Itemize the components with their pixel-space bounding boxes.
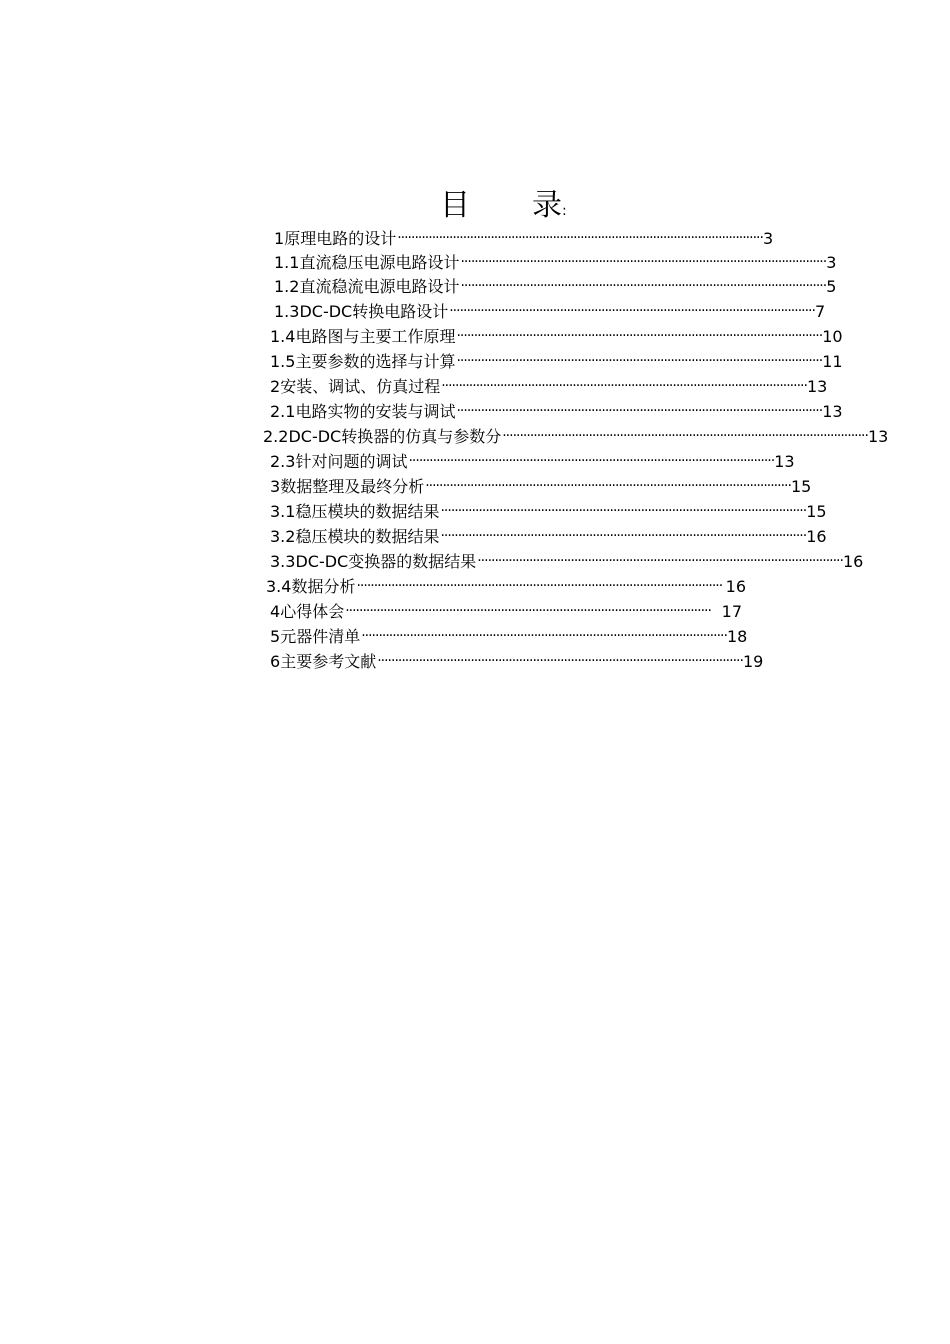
toc-entry-number: 1.4 xyxy=(270,327,296,346)
toc-entry[interactable] xyxy=(270,349,843,374)
toc-entry-leader: ·········································································································· xyxy=(440,503,807,519)
toc-entry-number: 3.4 xyxy=(266,577,292,596)
toc-entry-text: 针对问题的调试 xyxy=(295,452,408,471)
toc-entry-number: 2 xyxy=(270,377,281,396)
toc-entry-page: 7 xyxy=(814,302,826,321)
toc-entry-page: 17 xyxy=(721,602,742,621)
toc-entry[interactable] xyxy=(270,499,827,524)
toc-entry-number: 3.2 xyxy=(270,527,296,546)
toc-entry-page: 15 xyxy=(790,477,812,496)
toc-entry-leader: ·········································································································· xyxy=(456,328,823,344)
toc-entry[interactable] xyxy=(270,599,742,624)
toc-entry-text: 电路实物的安装与调试 xyxy=(295,402,456,421)
toc-title-main: 目 xyxy=(440,188,470,223)
toc-entry-text: 主要参数的选择与计算 xyxy=(295,352,456,371)
toc-entry-leader: ·········································································································· xyxy=(456,353,823,369)
toc-entry-page: 16 xyxy=(842,552,864,571)
toc-entry-text: 直流稳压电源电路设计 xyxy=(299,253,460,272)
toc-entry-text: 稳压模块的数据结果 xyxy=(295,502,440,521)
toc-entry-text: 安装、调试、仿真过程 xyxy=(280,377,441,396)
toc-entry-text: DC-DC转换电路设计 xyxy=(299,302,449,321)
toc-entry[interactable] xyxy=(270,474,812,499)
toc-entry-page: 18 xyxy=(726,627,748,646)
toc-entry-leader: ·········································································································· xyxy=(397,230,763,246)
toc-entry-leader: ·········································································································· xyxy=(477,553,843,569)
toc-entry-leader: ·········································································································· xyxy=(361,628,727,644)
toc-entry-page: 11 xyxy=(822,352,843,371)
toc-entry-page: 19 xyxy=(742,652,764,671)
toc-entry[interactable] xyxy=(274,299,826,324)
toc-entry-number: 4 xyxy=(270,602,281,621)
toc-entry-text: 主要参考文献 xyxy=(280,652,377,671)
toc-entry-page: 16 xyxy=(725,577,746,596)
toc-entry[interactable] xyxy=(270,549,864,574)
toc-entry-number: 1.5 xyxy=(270,352,296,371)
toc-entry-page: 13 xyxy=(867,427,889,446)
toc-entry-leader: ·········································································································· xyxy=(460,278,827,294)
toc-entry-text: 心得体会 xyxy=(280,602,345,621)
toc-entry-text: DC-DC变换器的数据结果 xyxy=(295,552,477,571)
toc-entry[interactable] xyxy=(274,226,774,251)
toc-entry-page: 5 xyxy=(826,277,837,296)
toc-entry-page: 13 xyxy=(822,402,843,421)
toc-entry-text: 数据分析 xyxy=(291,577,356,596)
toc-entry-page: 10 xyxy=(822,327,843,346)
toc-entry-leader: ·········································································································· xyxy=(440,528,807,544)
toc-entry[interactable] xyxy=(266,574,746,599)
toc-entry-text: 数据整理及最终分析 xyxy=(280,477,425,496)
toc-entry-leader: ·········································································································· xyxy=(441,378,807,394)
toc-entry-text: 原理电路的设计 xyxy=(284,229,397,248)
toc-entry-leader: ·········································································································· xyxy=(449,303,815,319)
toc-title-second: 录 xyxy=(532,188,562,223)
toc-entry-number: 2.1 xyxy=(270,402,296,421)
toc-entry[interactable] xyxy=(263,424,889,449)
toc-entry-number: 3.3 xyxy=(270,552,296,571)
toc-entry-number: 1.3 xyxy=(274,302,300,321)
toc-entry[interactable] xyxy=(270,449,795,474)
toc-entry[interactable] xyxy=(274,250,837,275)
toc-entry-number: 5 xyxy=(270,627,281,646)
toc-entry-leader: ·········································································································· xyxy=(356,578,723,594)
toc-entry[interactable] xyxy=(270,624,748,649)
toc-entry-number: 2.2 xyxy=(263,427,289,446)
toc-entry-number: 1.1 xyxy=(274,253,300,272)
toc-entry-leader: ·········································································································· xyxy=(408,453,775,469)
toc-entry-text: 电路图与主要工作原理 xyxy=(295,327,456,346)
toc-entry-text: 稳压模块的数据结果 xyxy=(295,527,440,546)
toc-entry-leader: ·········································································································· xyxy=(345,603,711,619)
toc-entry[interactable] xyxy=(270,399,843,424)
toc-entry[interactable] xyxy=(270,649,764,674)
toc-entry-text: DC-DC转换器的仿真与参数分 xyxy=(288,427,502,446)
toc-entry-leader: ·········································································································· xyxy=(502,428,868,444)
toc-entry-page: 15 xyxy=(806,502,827,521)
toc-entry-number: 3.1 xyxy=(270,502,296,521)
toc-title xyxy=(440,180,567,224)
toc-entry-text: 直流稳流电源电路设计 xyxy=(299,277,460,296)
toc-entry-leader: ·········································································································· xyxy=(456,403,823,419)
toc-entry-page: 13 xyxy=(774,452,795,471)
toc-entry-text: 元器件清单 xyxy=(280,627,361,646)
toc-entry-page: 3 xyxy=(762,229,774,248)
toc-entry-number: 1 xyxy=(274,229,285,248)
toc-entry[interactable] xyxy=(270,374,828,399)
toc-entry-page: 3 xyxy=(826,253,837,272)
toc-entry-number: 6 xyxy=(270,652,281,671)
toc-entry-number: 1.2 xyxy=(274,277,300,296)
toc-entry[interactable] xyxy=(274,274,837,299)
toc-entry[interactable] xyxy=(270,324,843,349)
toc-entry-page: 13 xyxy=(806,377,828,396)
toc-entry-page: 16 xyxy=(806,527,827,546)
toc-entry-number: 2.3 xyxy=(270,452,296,471)
toc-title-colon: : xyxy=(562,203,567,219)
toc-entry-leader: ·········································································································· xyxy=(377,653,743,669)
toc-entry-leader: ·········································································································· xyxy=(425,478,791,494)
toc-entry-number: 3 xyxy=(270,477,281,496)
toc-entry[interactable] xyxy=(270,524,827,549)
toc-entry-leader: ·········································································································· xyxy=(460,254,827,270)
